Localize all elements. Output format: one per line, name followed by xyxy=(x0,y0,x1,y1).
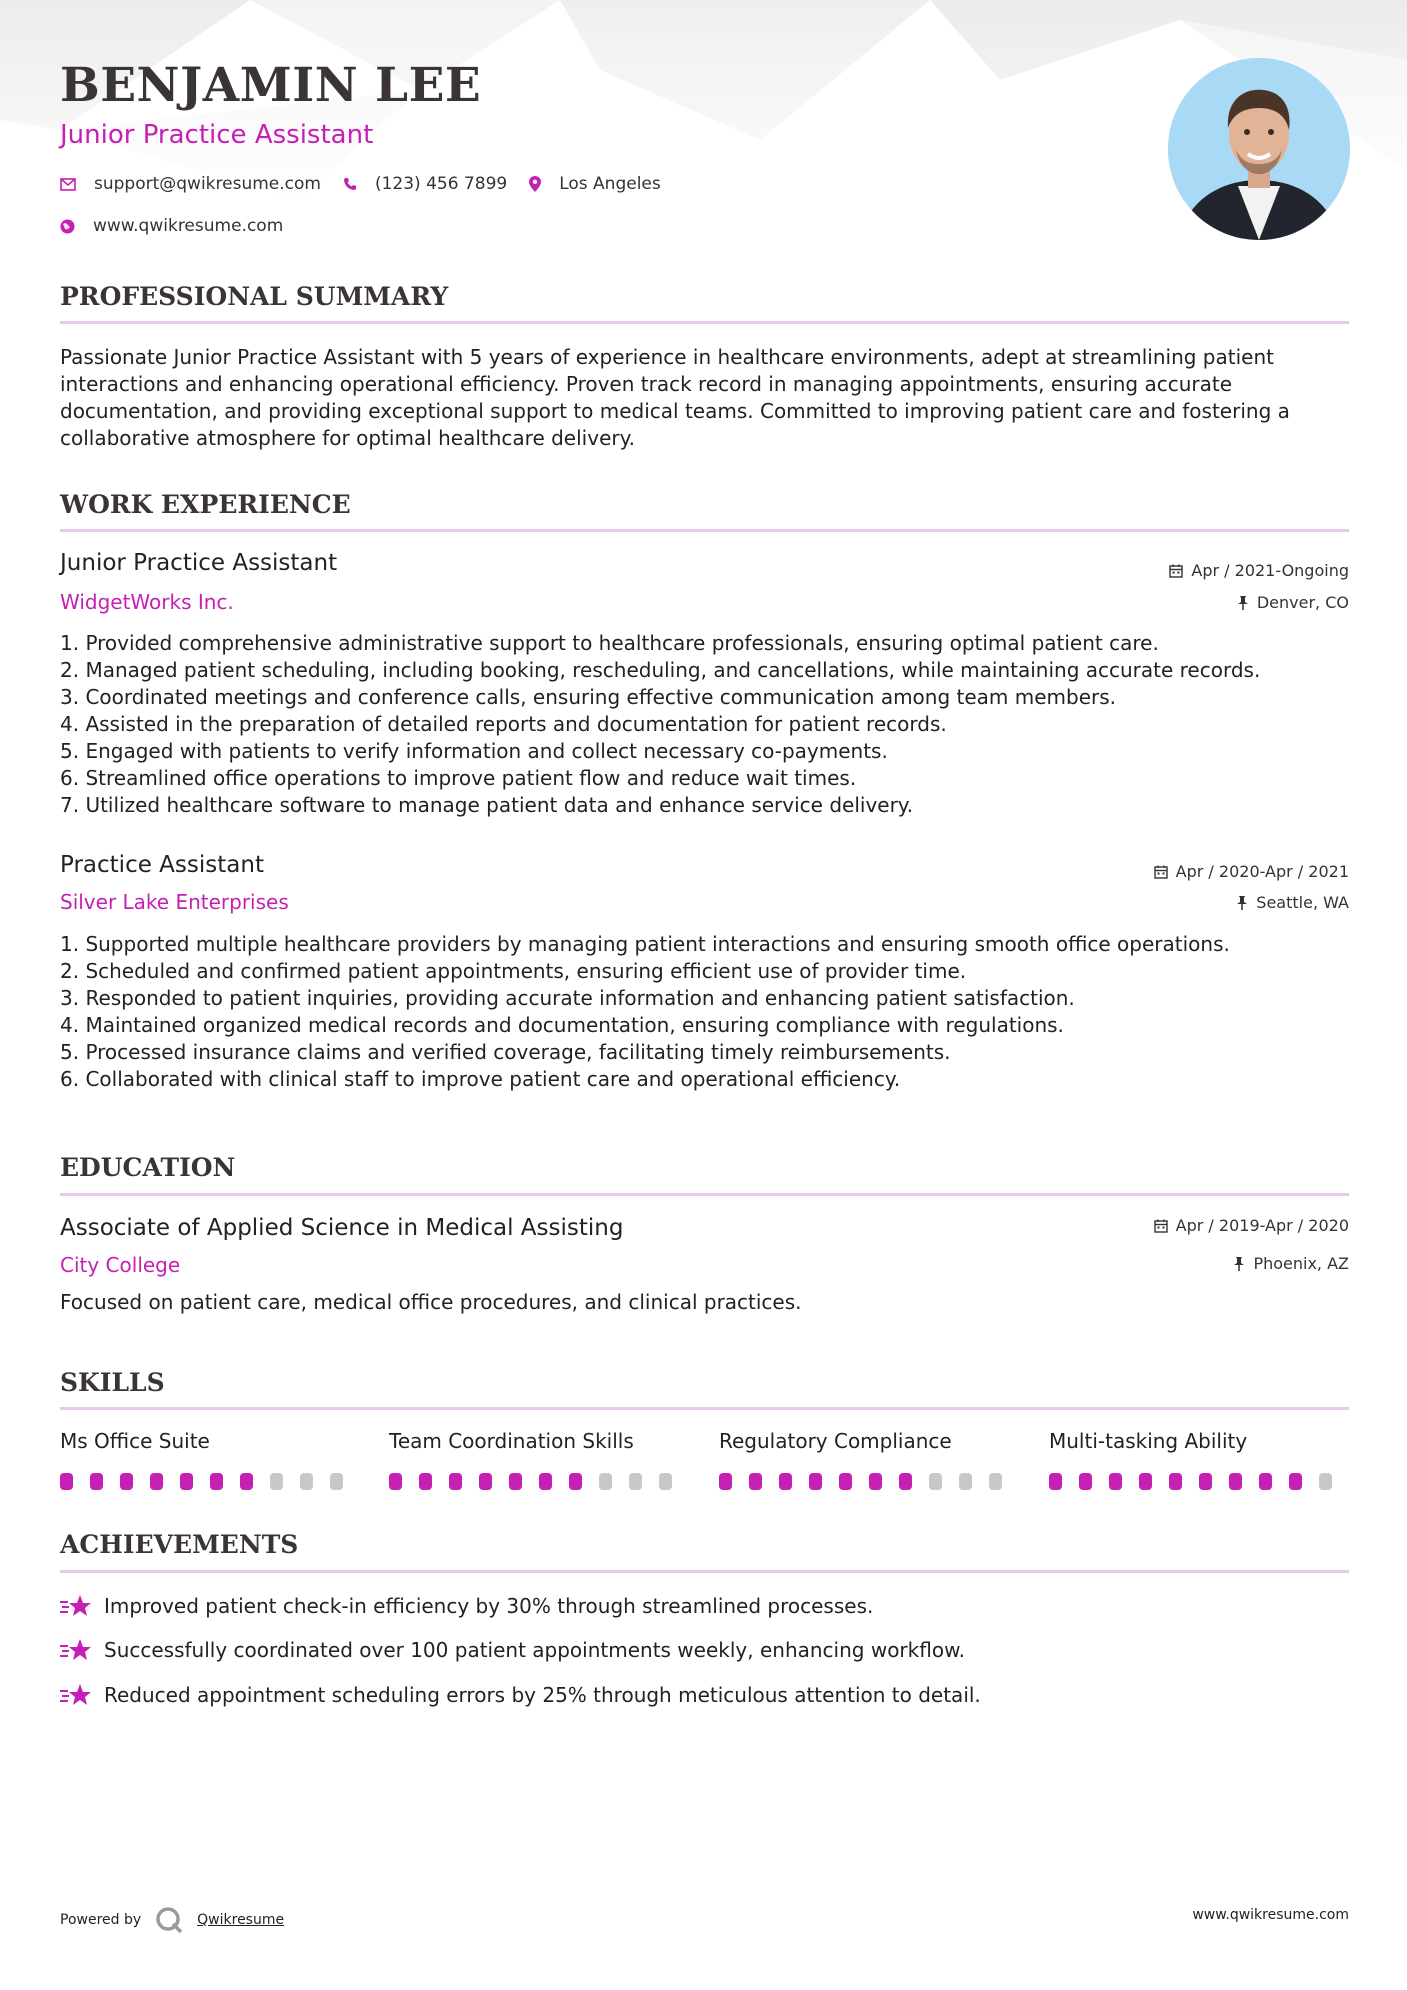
avatar xyxy=(1168,58,1350,240)
section-divider xyxy=(60,1570,1349,1573)
globe-icon xyxy=(60,219,75,234)
rating-dot-empty xyxy=(300,1473,313,1490)
rating-dot-filled xyxy=(809,1473,822,1490)
rating-dot-filled xyxy=(569,1473,582,1490)
skill-name: Ms Office Suite xyxy=(60,1429,210,1453)
education-location xyxy=(1233,1254,1349,1273)
rating-dot-filled xyxy=(150,1473,163,1490)
skill-item xyxy=(60,1429,360,1490)
rating-dot-filled xyxy=(539,1473,552,1490)
job-dates xyxy=(1154,862,1349,881)
education-description: Focused on patient care, medical office procedures, and clinical practices. xyxy=(60,1290,802,1314)
rating-dot-filled xyxy=(1049,1473,1062,1490)
rating-dot-filled xyxy=(210,1473,223,1490)
skill-item xyxy=(1049,1429,1349,1490)
rating-dot-empty xyxy=(659,1473,672,1490)
company-name: WidgetWorks Inc. xyxy=(60,590,234,614)
achievement-item xyxy=(60,1638,965,1662)
rating-dot-empty xyxy=(629,1473,642,1490)
rating-dot-filled xyxy=(240,1473,253,1490)
rating-dot-filled xyxy=(719,1473,732,1490)
skill-name: Regulatory Compliance xyxy=(719,1429,952,1453)
map-pin-icon xyxy=(529,176,541,192)
skill-name: Team Coordination Skills xyxy=(389,1429,634,1453)
achievements-heading: ACHIEVEMENTS xyxy=(60,1530,299,1559)
contact-location xyxy=(529,174,661,194)
list-item: 7. Utilized healthcare software to manage patient data and enhance service delivery. xyxy=(60,793,914,817)
job-location xyxy=(1236,893,1349,912)
section-divider xyxy=(60,529,1349,532)
list-item: 1. Provided comprehensive administrative support to healthcare professionals, ensuring optimal patient care. xyxy=(60,631,1159,655)
rating-dot-empty xyxy=(1319,1473,1332,1490)
rating-dot-filled xyxy=(449,1473,462,1490)
star-icon xyxy=(60,1638,92,1662)
skill-rating xyxy=(1049,1473,1349,1490)
list-item: 4. Maintained organized medical records and documentation, ensuring compliance with regulations. xyxy=(60,1013,1064,1037)
summary-text: Passionate Junior Practice Assistant with 5 years of experience in healthcare environments, adept at streamlining patient interactions and enhancing operational efficiency. Proven track record in managing appointments, ensuring accurate documentation, and providing exceptional support to medical teams. Committed to improving patient care and fostering a collaborative atmosphere for optimal healthcare delivery. xyxy=(60,345,1290,450)
job-dates-text: Apr / 2020-Apr / 2021 xyxy=(1175,862,1349,881)
school-name: City College xyxy=(60,1253,181,1277)
rating-dot-filled xyxy=(1229,1473,1242,1490)
rating-dot-filled xyxy=(749,1473,762,1490)
phone-icon xyxy=(343,177,357,191)
rating-dot-filled xyxy=(1289,1473,1302,1490)
list-item: 4. Assisted in the preparation of detailed reports and documentation for patient records. xyxy=(60,712,947,736)
list-item: 6. Collaborated with clinical staff to improve patient care and operational efficiency. xyxy=(60,1067,901,1091)
rating-dot-filled xyxy=(1169,1473,1182,1490)
list-item: 2. Managed patient scheduling, including booking, rescheduling, and cancellations, while maintaining accurate records. xyxy=(60,658,1261,682)
skill-rating xyxy=(389,1473,689,1490)
pushpin-icon xyxy=(1237,596,1249,610)
rating-dot-empty xyxy=(270,1473,283,1490)
rating-dot-empty xyxy=(599,1473,612,1490)
list-item: 3. Coordinated meetings and conference calls, ensuring effective communication among team members. xyxy=(60,685,1117,709)
footer-url[interactable]: www.qwikresume.com xyxy=(1192,1907,1349,1923)
achievement-text: Reduced appointment scheduling errors by 25% through meticulous attention to detail. xyxy=(104,1683,981,1707)
achievement-item xyxy=(60,1683,981,1707)
phone-text: (123) 456 7899 xyxy=(374,174,508,194)
skill-item xyxy=(719,1429,1019,1490)
rating-dot-filled xyxy=(1139,1473,1152,1490)
list-item: 2. Scheduled and confirmed patient appointments, ensuring efficient use of provider time. xyxy=(60,959,967,983)
contact-phone[interactable] xyxy=(343,174,507,194)
education-heading: EDUCATION xyxy=(60,1153,236,1182)
list-item: 5. Processed insurance claims and verified coverage, facilitating timely reimbursements. xyxy=(60,1040,951,1064)
achievement-text: Improved patient check-in efficiency by 30% through streamlined processes. xyxy=(104,1594,874,1618)
star-icon xyxy=(60,1683,92,1707)
rating-dot-filled xyxy=(509,1473,522,1490)
candidate-role: Junior Practice Assistant xyxy=(60,120,374,150)
rating-dot-filled xyxy=(389,1473,402,1490)
list-item: 6. Streamlined office operations to improve patient flow and reduce wait times. xyxy=(60,766,857,790)
skill-item xyxy=(389,1429,689,1490)
star-icon xyxy=(60,1594,92,1618)
calendar-icon xyxy=(1154,1219,1168,1233)
rating-dot-filled xyxy=(120,1473,133,1490)
skill-rating xyxy=(719,1473,1019,1490)
section-divider xyxy=(60,321,1349,324)
candidate-name: BENJAMIN LEE xyxy=(60,58,482,113)
job-title: Practice Assistant xyxy=(60,852,264,878)
pushpin-icon xyxy=(1236,896,1248,910)
email-text: support@qwikresume.com xyxy=(94,174,321,194)
location-text: Los Angeles xyxy=(559,174,661,194)
list-item: 1. Supported multiple healthcare providers by managing patient interactions and ensuring smooth office operations. xyxy=(60,932,1230,956)
contact-website[interactable] xyxy=(60,216,305,236)
rating-dot-filled xyxy=(899,1473,912,1490)
job-bullets xyxy=(60,630,1349,819)
job-dates-text: Apr / 2021-Ongoing xyxy=(1191,561,1349,580)
rating-dot-empty xyxy=(959,1473,972,1490)
rating-dot-empty xyxy=(330,1473,343,1490)
education-dates-text: Apr / 2019-Apr / 2020 xyxy=(1175,1216,1349,1235)
rating-dot-filled xyxy=(479,1473,492,1490)
job-title: Junior Practice Assistant xyxy=(60,550,338,576)
website-text: www.qwikresume.com xyxy=(93,216,284,236)
contact-email[interactable] xyxy=(60,174,321,194)
rating-dot-empty xyxy=(989,1473,1002,1490)
footer-powered-by xyxy=(60,1906,284,1934)
skills-heading: SKILLS xyxy=(60,1368,165,1397)
rating-dot-filled xyxy=(869,1473,882,1490)
education-dates xyxy=(1154,1216,1349,1235)
job-location-text: Denver, CO xyxy=(1256,593,1349,612)
experience-heading: WORK EXPERIENCE xyxy=(60,490,351,519)
qwikresume-logo-icon xyxy=(155,1906,185,1934)
rating-dot-filled xyxy=(60,1473,73,1490)
skills-grid xyxy=(60,1429,1349,1489)
rating-dot-filled xyxy=(419,1473,432,1490)
achievement-item xyxy=(60,1594,873,1618)
powered-by-label: Powered by xyxy=(60,1912,142,1928)
rating-dot-filled xyxy=(1259,1473,1272,1490)
rating-dot-empty xyxy=(929,1473,942,1490)
achievement-text: Successfully coordinated over 100 patient appointments weekly, enhancing workflow. xyxy=(104,1638,965,1662)
degree-title: Associate of Applied Science in Medical Assisting xyxy=(60,1215,624,1241)
section-divider xyxy=(60,1193,1349,1196)
company-name: Silver Lake Enterprises xyxy=(60,890,289,914)
job-location xyxy=(1237,593,1349,612)
section-divider xyxy=(60,1407,1349,1410)
contact-row xyxy=(60,174,683,194)
skill-name: Multi-tasking Ability xyxy=(1049,1429,1248,1453)
list-item: 3. Responded to patient inquiries, providing accurate information and enhancing patient satisfaction. xyxy=(60,986,1075,1010)
rating-dot-filled xyxy=(779,1473,792,1490)
pushpin-icon xyxy=(1233,1257,1245,1271)
brand-link[interactable]: Qwikresume xyxy=(197,1912,285,1928)
skill-rating xyxy=(60,1473,360,1490)
rating-dot-filled xyxy=(1199,1473,1212,1490)
summary-heading: PROFESSIONAL SUMMARY xyxy=(60,282,449,311)
job-dates xyxy=(1169,561,1349,580)
list-item: 5. Engaged with patients to verify information and collect necessary co-payments. xyxy=(60,739,888,763)
job-location-text: Seattle, WA xyxy=(1256,893,1349,912)
rating-dot-filled xyxy=(1109,1473,1122,1490)
rating-dot-filled xyxy=(90,1473,103,1490)
calendar-icon xyxy=(1169,564,1183,578)
rating-dot-filled xyxy=(839,1473,852,1490)
calendar-icon xyxy=(1154,865,1168,879)
rating-dot-filled xyxy=(180,1473,193,1490)
rating-dot-filled xyxy=(1079,1473,1092,1490)
job-bullets xyxy=(60,931,1349,1093)
envelope-icon xyxy=(60,178,76,191)
education-location-text: Phoenix, AZ xyxy=(1253,1254,1349,1273)
